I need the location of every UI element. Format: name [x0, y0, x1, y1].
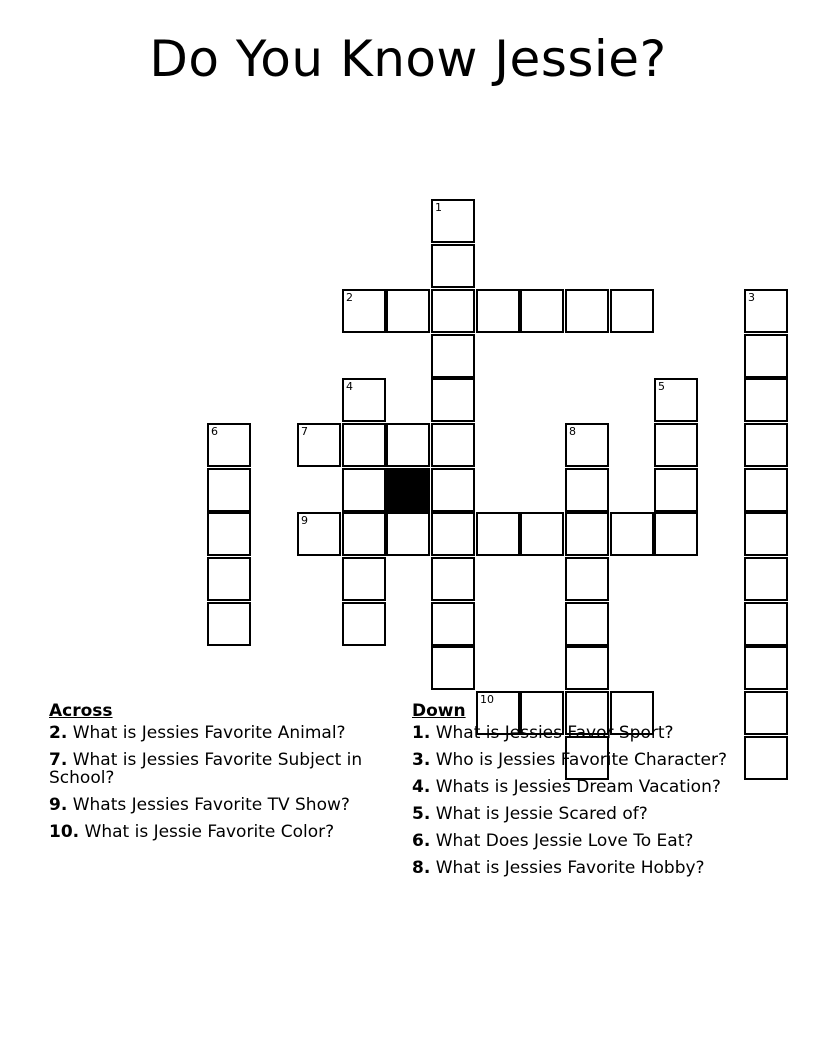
grid-cell — [565, 289, 609, 333]
clue-text: Whats Jessies Favorite TV Show? — [72, 795, 350, 815]
grid-cell — [386, 423, 430, 467]
grid-cell — [431, 378, 475, 422]
grid-cell — [207, 512, 251, 556]
across-clue — [49, 724, 389, 742]
clue-text: Whats is Jessies Dream Vacation? — [435, 777, 721, 797]
grid-cell — [654, 512, 698, 556]
grid-cell — [431, 289, 475, 333]
grid-cell — [342, 378, 386, 422]
grid-cell — [207, 423, 251, 467]
grid-cell — [431, 468, 475, 512]
grid-cell — [520, 512, 564, 556]
grid-cell — [565, 468, 609, 512]
down-clue — [412, 859, 752, 877]
clue-number-label: 1 — [435, 201, 442, 214]
grid-cell — [431, 557, 475, 601]
down-clue — [412, 832, 752, 850]
grid-cell — [744, 289, 788, 333]
grid-cell — [520, 289, 564, 333]
grid-cell — [565, 557, 609, 601]
grid-cell — [431, 646, 475, 690]
grid-cell — [297, 423, 341, 467]
grid-cell — [342, 602, 386, 646]
across-clue — [49, 823, 389, 841]
grid-cell — [342, 468, 386, 512]
grid-cell — [207, 468, 251, 512]
grid-cell — [431, 602, 475, 646]
clue-number: 8. — [412, 858, 431, 878]
clue-number-label: 9 — [301, 514, 308, 527]
grid-cell — [744, 512, 788, 556]
grid-cell — [476, 512, 520, 556]
clue-number: 3. — [412, 750, 431, 770]
grid-cell — [744, 646, 788, 690]
across-heading: Across — [49, 701, 113, 721]
grid-cell — [744, 334, 788, 378]
clue-number-label: 3 — [748, 291, 755, 304]
grid-cell — [744, 602, 788, 646]
grid-cell — [654, 468, 698, 512]
down-clue — [412, 778, 752, 796]
down-clue — [412, 805, 752, 823]
clue-number-label: 5 — [658, 380, 665, 393]
grid-cell — [431, 199, 475, 243]
grid-cell — [342, 512, 386, 556]
grid-cell — [744, 423, 788, 467]
grid-cell — [744, 468, 788, 512]
clue-text: Who is Jessies Favorite Character? — [435, 750, 727, 770]
grid-cell — [744, 557, 788, 601]
clue-number: 5. — [412, 804, 431, 824]
clue-text: What is Jessie Scared of? — [435, 804, 648, 824]
grid-cell — [342, 423, 386, 467]
grid-cell — [431, 334, 475, 378]
clue-number: 9. — [49, 795, 68, 815]
grid-cell — [744, 378, 788, 422]
down-heading: Down — [412, 701, 466, 721]
grid-cell — [654, 378, 698, 422]
grid-cell — [565, 423, 609, 467]
down-clue — [412, 724, 752, 742]
clue-number-label: 2 — [346, 291, 353, 304]
grid-cell — [342, 289, 386, 333]
clue-text: What is Jessies Favor Sport? — [435, 723, 674, 743]
grid-cell — [610, 512, 654, 556]
across-clues — [49, 702, 389, 850]
grid-cell — [565, 646, 609, 690]
grid-cell — [431, 512, 475, 556]
grid-cell — [654, 423, 698, 467]
clue-text: What Does Jessie Love To Eat? — [435, 831, 694, 851]
across-clue — [49, 751, 389, 787]
grid-cell — [386, 512, 430, 556]
clue-text: What is Jessie Favorite Color? — [84, 822, 335, 842]
grid-cell — [476, 289, 520, 333]
grid-cell — [342, 557, 386, 601]
clue-number: 6. — [412, 831, 431, 851]
grid-cell — [297, 512, 341, 556]
across-clue — [49, 796, 389, 814]
grid-cell — [431, 423, 475, 467]
grid-cell — [565, 512, 609, 556]
clue-text: What is Jessies Favorite Hobby? — [435, 858, 705, 878]
clue-text: What is Jessies Favorite Subject in School? — [49, 750, 363, 788]
clue-number: 2. — [49, 723, 68, 743]
grid-cell — [565, 602, 609, 646]
grid-cell — [431, 244, 475, 288]
grid-cell — [386, 289, 430, 333]
clue-number-label: 7 — [301, 425, 308, 438]
clue-number: 10. — [49, 822, 80, 842]
clue-number-label: 6 — [211, 425, 218, 438]
clue-number-label: 8 — [569, 425, 576, 438]
page-title: Do You Know Jessie? — [149, 30, 667, 88]
clue-number: 4. — [412, 777, 431, 797]
clue-number-label: 10 — [480, 693, 494, 706]
clue-number-label: 4 — [346, 380, 353, 393]
grid-cell — [610, 289, 654, 333]
grid-cell — [207, 602, 251, 646]
clue-number: 7. — [49, 750, 68, 770]
clue-text: What is Jessies Favorite Animal? — [72, 723, 346, 743]
black-cell — [386, 468, 430, 512]
grid-cell — [207, 557, 251, 601]
down-clues — [412, 702, 752, 886]
clue-number: 1. — [412, 723, 431, 743]
down-clue — [412, 751, 752, 769]
